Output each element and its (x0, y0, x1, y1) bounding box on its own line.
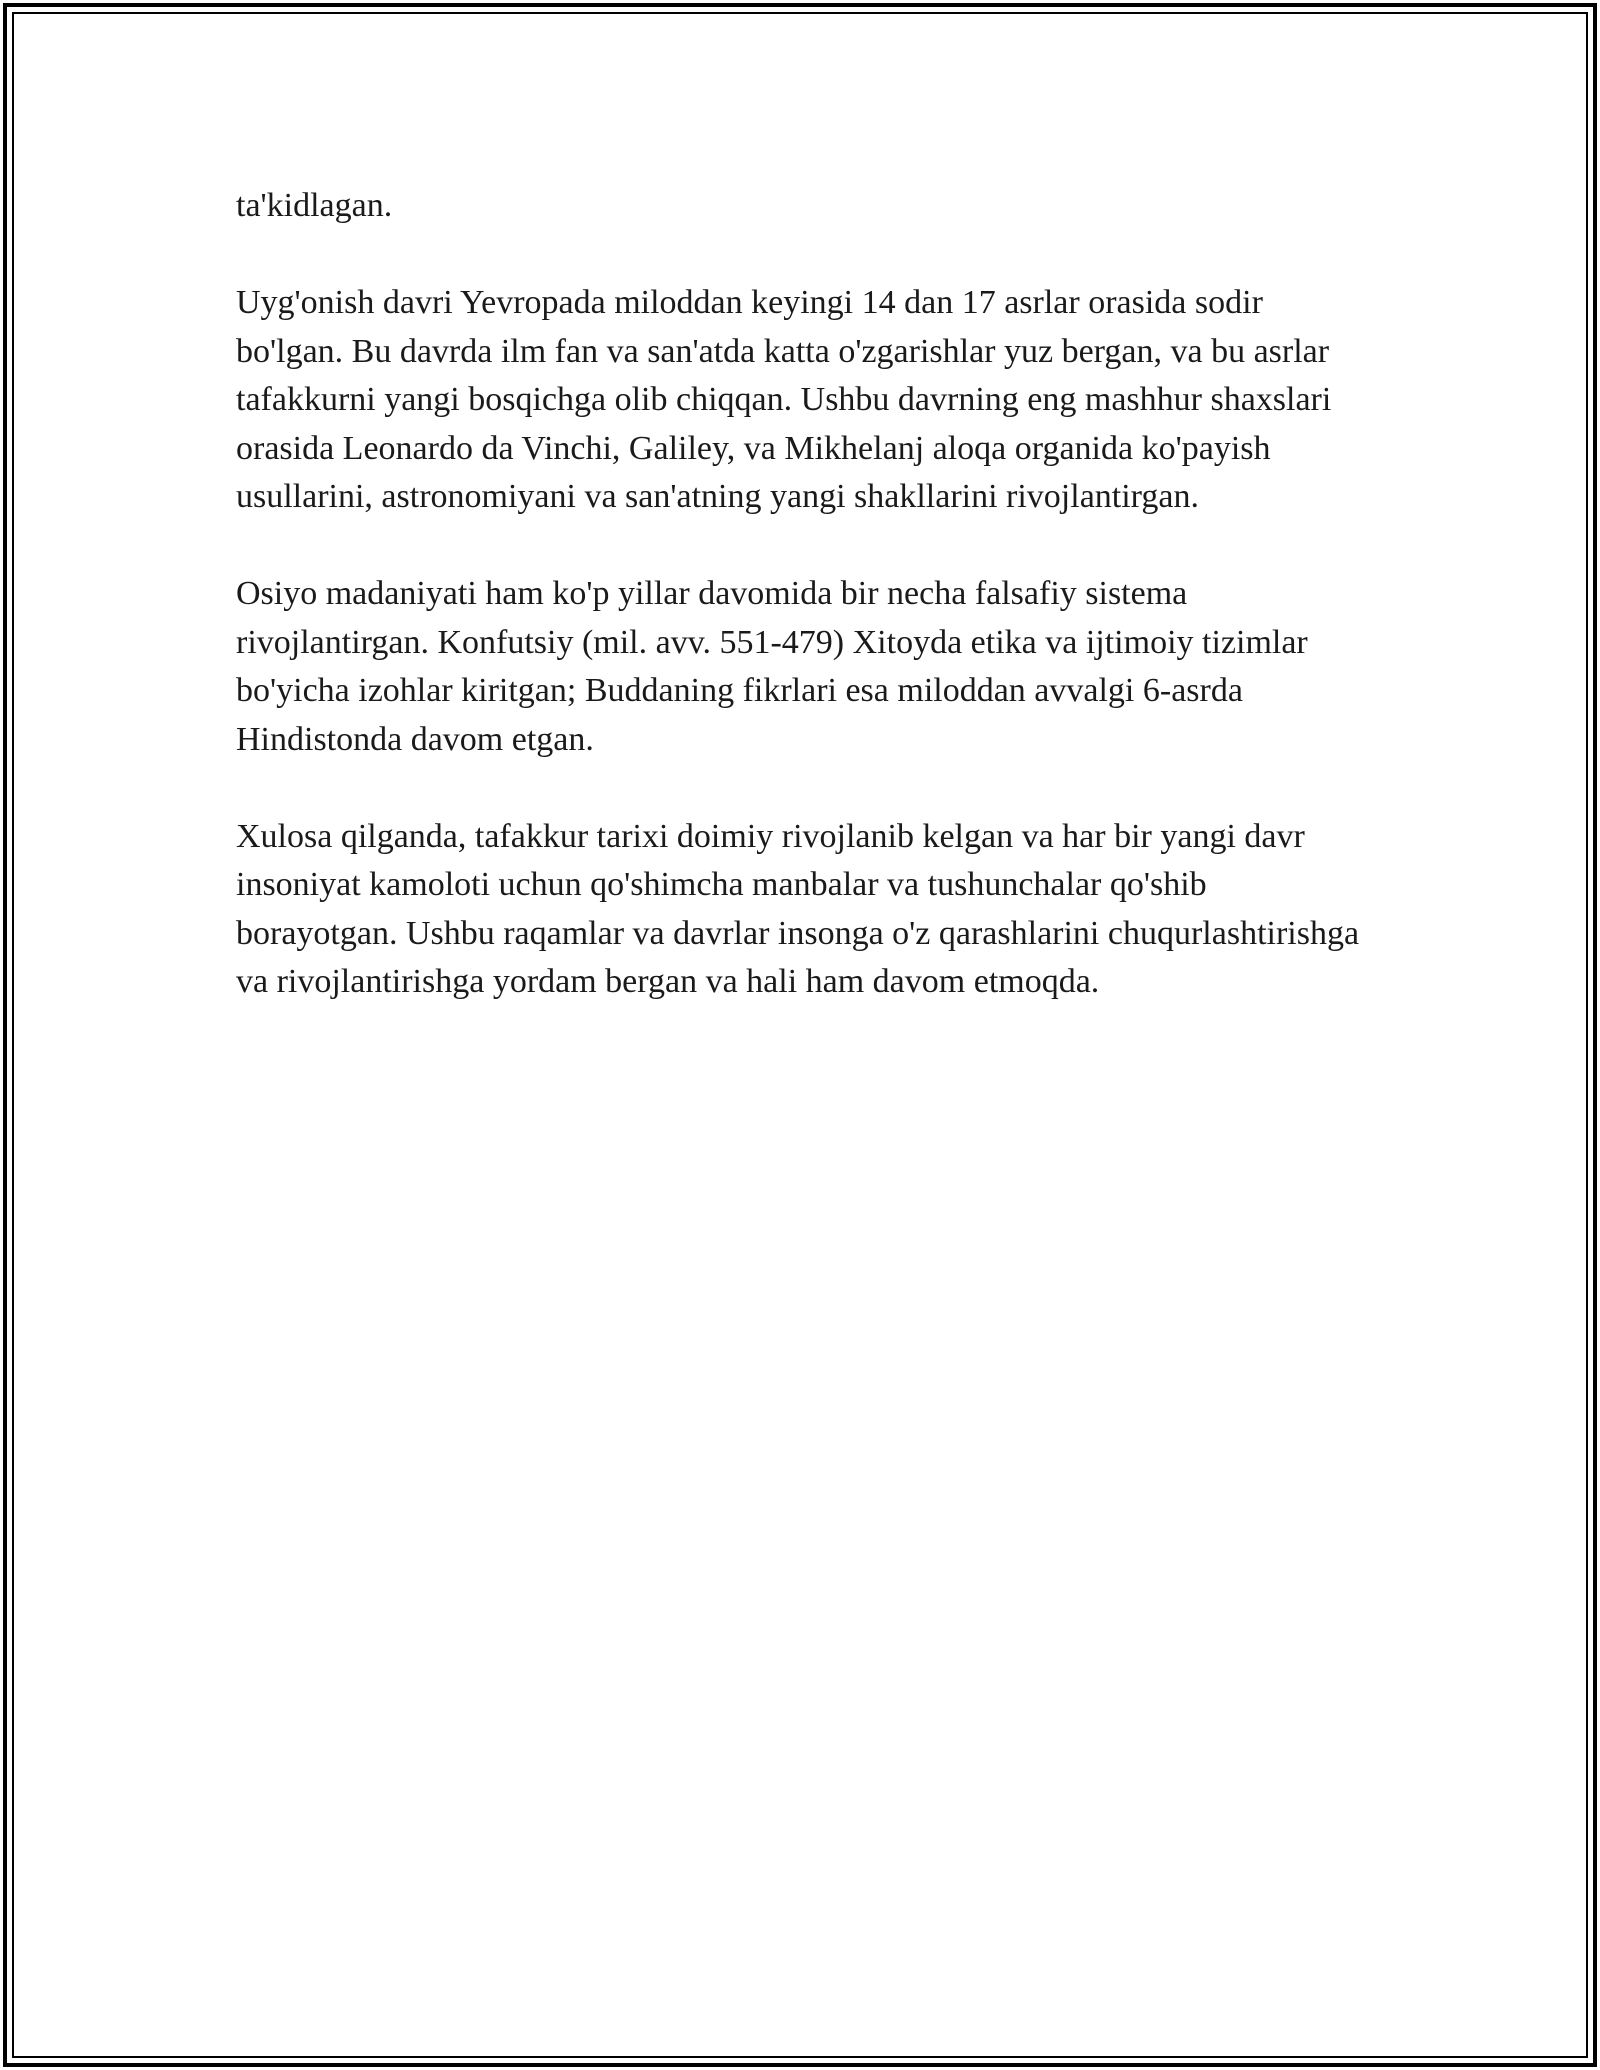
document-body (236, 182, 1376, 1055)
paragraph-renaissance: Uyg'onish davri Yevropada miloddan keyingi 14 dan 17 asrlar orasida sodir bo'lgan. Bu davrda ilm fan va san'atda katta o'zgarishlar yuz bergan, va bu asrlar tafakkurni yangi bosqichga olib chiqqan. Ushbu davrning eng mashhur shaxslari orasida Leonardo da Vinchi, Galiley, va Mikhelanj aloqa organida ko'payish usullarini, astronomiyani va san'atning yangi shakllarini rivojlantirgan. (236, 284, 1332, 515)
paragraph-conclusion: Xulosa qilganda, tafakkur tarixi doimiy rivojlanib kelgan va har bir yangi davr insoniyat kamoloti uchun qo'shimcha manbalar va tushunchalar qo'shib borayotgan. Ushbu raqamlar va davrlar insonga o'z qarashlarini chuqurlashtirishga va rivojlantirishga yordam bergan va hali ham davom etmoqda. (236, 817, 1360, 1000)
paragraph-continuation: ta'kidlagan. (236, 187, 393, 224)
paragraph-asia-philosophy: Osiyo madaniyati ham ko'p yillar davomida bir necha falsafiy sistema rivojlantirgan. Konfutsiy (mil. avv. 551-479) Xitoyda etika va ijtimoiy tizimlar bo'yicha izohlar kiritgan; Buddaning fikrlari esa miloddan avvalgi 6-asrda Hindistonda davom etgan. (236, 575, 1308, 758)
